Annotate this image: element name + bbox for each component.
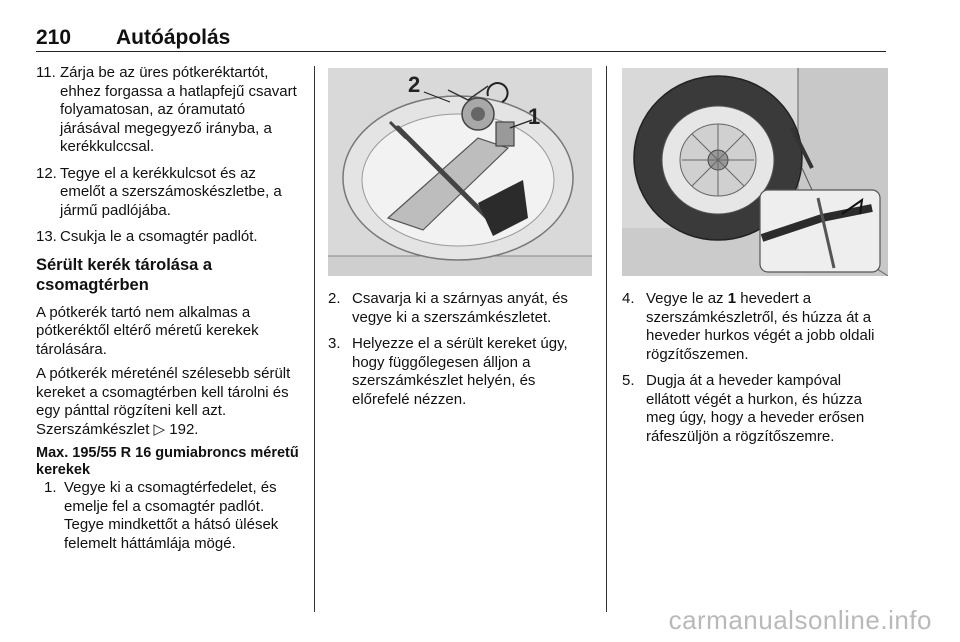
paragraph-2-text: A pótkerék méreténél szélesebb sérült kereket a csomagtérben kell tárolni és egy pánttal rögzíteni kell azt. Szerszámkészlet <box>36 365 291 438</box>
page-header <box>36 26 886 52</box>
callout-2: 2 <box>408 72 421 97</box>
wheel-strap-illustration <box>622 68 888 276</box>
figure-toolkit <box>328 68 592 276</box>
step-4 <box>622 290 888 364</box>
step-number: 5. <box>622 372 635 389</box>
step-3 <box>328 335 592 409</box>
callout-1: 1 <box>528 104 541 129</box>
step-13 <box>36 228 302 247</box>
section-heading: Sérült kerék tárolása a csomagtérben <box>36 255 213 294</box>
step-number: 11. <box>36 64 56 81</box>
toolkit-illustration <box>328 68 592 276</box>
watermark: carmanualsonline.info <box>668 605 932 635</box>
page-reference-link[interactable]: 192. <box>169 420 199 438</box>
column-divider-1 <box>314 66 315 612</box>
step-4-bold-ref: 1 <box>727 290 737 307</box>
step-text: Helyezze el a sérült kereket úgy, hogy függőlegesen álljon a szerszámkészlet helyén, és előrefelé nézzen. <box>352 335 568 408</box>
step-number: 1. <box>44 479 57 496</box>
step-5 <box>622 372 888 446</box>
paragraph-2 <box>36 365 302 439</box>
step-text: Vegye ki a csomagtérfedelet, és emelje fel a csomagtér padlót. Tegye mindkettőt a hátsó ülések felemelt háttámlája mögé. <box>64 479 279 552</box>
step-text: Tegye el a kerékkulcsot és az emelőt a szerszámoskészletbe, a jármű padlójába. <box>60 164 282 219</box>
column-1 <box>36 64 302 561</box>
step-text: Csukja le a csomagtér padlót. <box>60 228 258 245</box>
column-3 <box>622 290 888 454</box>
step-number: 12. <box>36 164 57 182</box>
step-number: 4. <box>622 290 635 307</box>
step-2 <box>328 290 592 327</box>
step-text <box>646 290 888 364</box>
step-text: Zárja be az üres pótkeréktartót, ehhez forgassa a hatlapfejű csavart folyamatosan, az óramutató járásával megegyező irányba, a kerékkulccsal. <box>60 64 297 155</box>
step-number: 2. <box>328 290 341 307</box>
step-1 <box>36 479 302 553</box>
page-number: 210 <box>36 26 72 49</box>
column-2 <box>328 290 592 417</box>
step-11 <box>36 64 302 157</box>
reference-arrow-icon: ▷ <box>153 420 166 438</box>
page-title: Autóápolás <box>116 26 231 49</box>
step-4-post: hevedert a szerszámkészletről, és húzza át a heveder hurkos végét a jobb oldali rögzítőszemen. <box>646 290 875 363</box>
step-4-pre: Vegye le az <box>646 290 724 307</box>
step-12 <box>36 165 302 221</box>
subheading: Max. 195/55 R 16 gumiabroncs méretű kerekek <box>36 445 299 478</box>
step-number: 3. <box>328 335 341 352</box>
column-divider-2 <box>606 66 607 612</box>
step-text: Csavarja ki a szárnyas anyát, és vegye ki a szerszámkészletet. <box>352 290 568 326</box>
step-number: 13. <box>36 228 57 245</box>
figure-wheel-strap <box>622 68 888 276</box>
step-text: Dugja át a heveder kampóval ellátott végét a hurkon, és húzza meg úgy, hogy a heveder erősen ráfeszüljön a rögzítőszemre. <box>646 372 865 445</box>
paragraph-1: A pótkerék tartó nem alkalmas a pótkeréktől eltérő méretű kerekek tárolására. <box>36 303 259 358</box>
